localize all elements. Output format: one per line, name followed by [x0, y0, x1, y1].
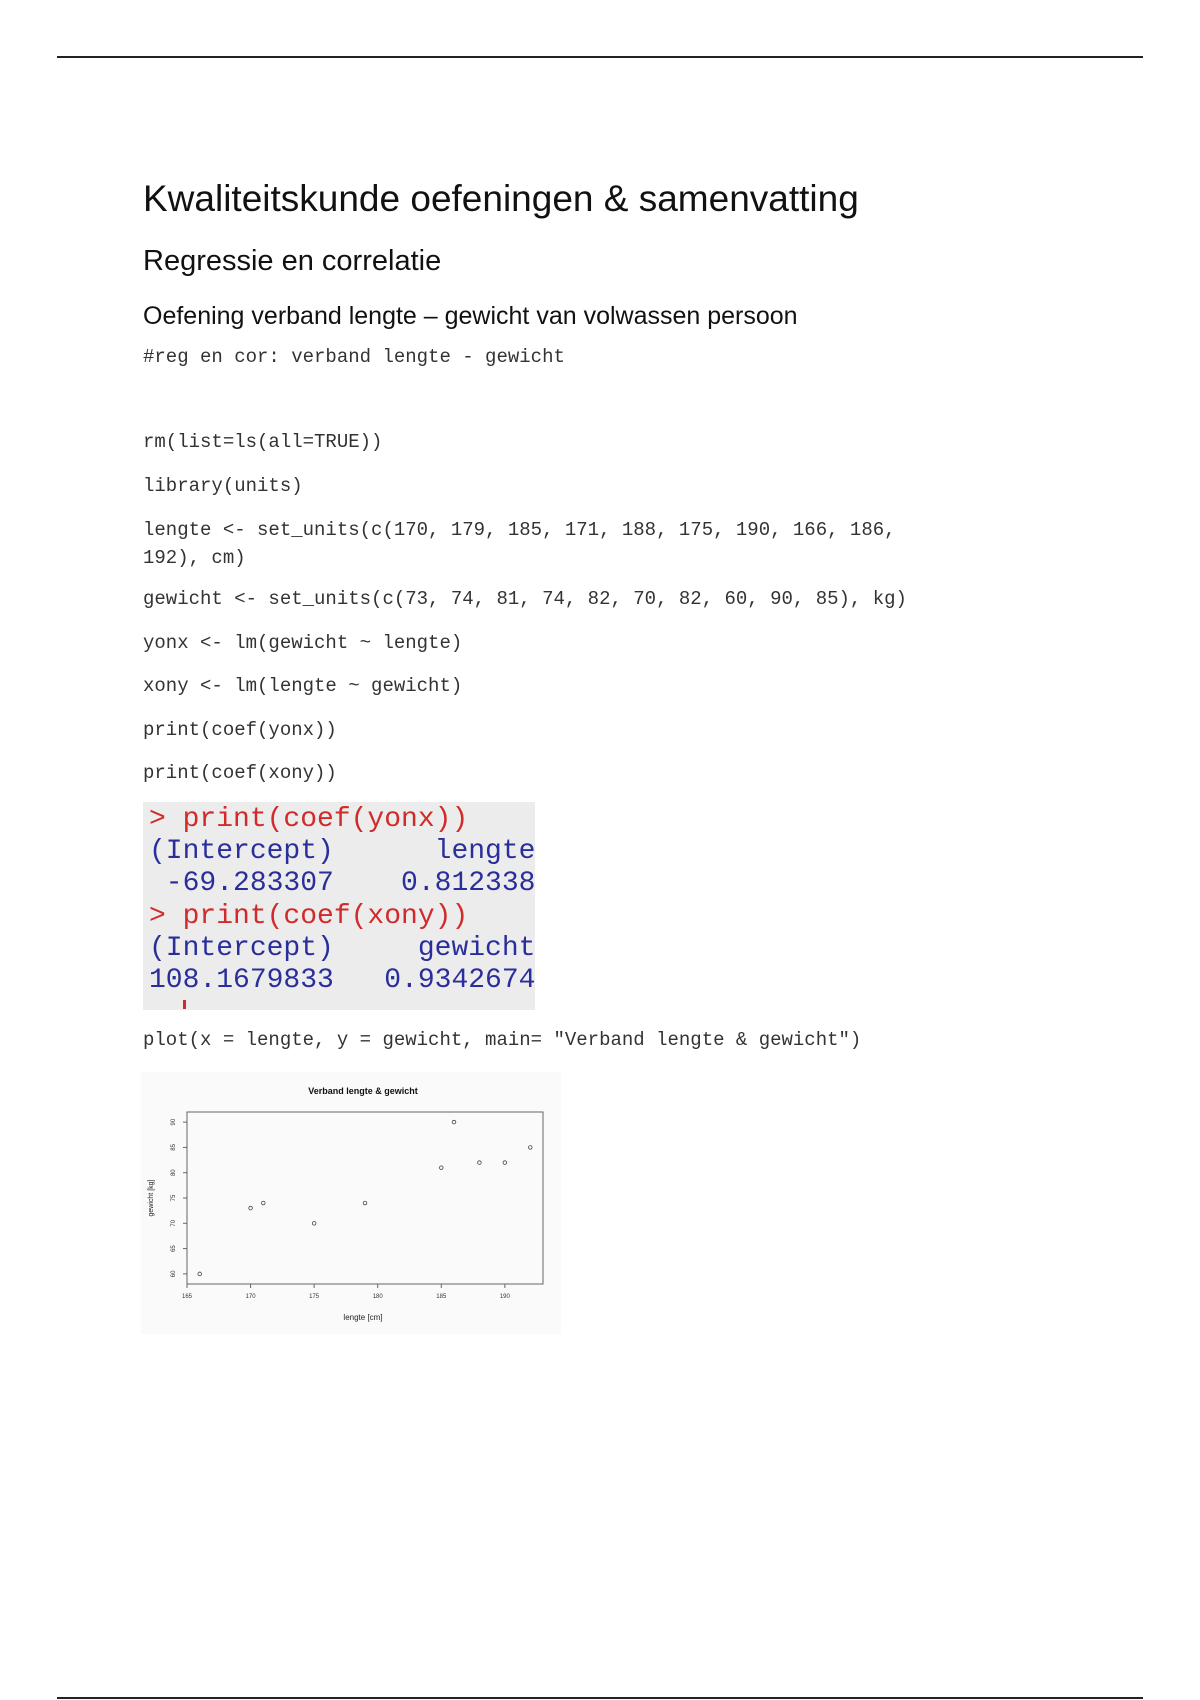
- footer-rule: [57, 1697, 1143, 1699]
- console-cmd-yonx: > print(coef(yonx)): [149, 804, 469, 835]
- x-tick-label-5: 190: [499, 1294, 510, 1300]
- y-tick-label-0: 60: [171, 1270, 177, 1278]
- console-header-xony: (Intercept) gewicht: [149, 933, 536, 964]
- code-comment: #reg en cor: verband lengte - gewicht: [143, 346, 565, 368]
- x-axis-ticks: [182, 1284, 511, 1300]
- data-point-3: [261, 1201, 265, 1205]
- y-axis-ticks: [171, 1118, 187, 1277]
- scatter-plot: [141, 1072, 561, 1334]
- y-tick-label-4: 80: [171, 1169, 177, 1177]
- data-points: [198, 1120, 532, 1275]
- data-point-1: [363, 1201, 367, 1205]
- y-tick-label-5: 85: [171, 1144, 177, 1151]
- data-point-0: [249, 1206, 253, 1210]
- code-line-print-yonx: print(coef(yonx)): [143, 719, 337, 741]
- scatter-plot-image: [141, 1072, 561, 1334]
- y-tick-label-6: 90: [171, 1118, 177, 1126]
- console-header-yonx: (Intercept) lengte: [149, 836, 536, 867]
- chart-title: Verband lengte & gewicht: [308, 1086, 418, 1096]
- code-line-plot: plot(x = lengte, y = gewicht, main= "Verband lengte & gewicht"): [143, 1029, 862, 1051]
- x-tick-label-1: 170: [245, 1294, 256, 1300]
- data-point-8: [452, 1120, 456, 1124]
- data-point-9: [528, 1146, 532, 1150]
- code-line-xony: xony <- lm(lengte ~ gewicht): [143, 675, 463, 697]
- x-axis-label: lengte [cm]: [343, 1313, 383, 1322]
- y-tick-label-1: 65: [171, 1245, 177, 1252]
- code-line-lengte: lengte <- set_units(c(170, 179, 185, 171, 188, 175, 190, 166, 186, 192), cm): [143, 519, 896, 569]
- r-console-output: [143, 802, 535, 1010]
- code-line-library: library(units): [143, 475, 303, 497]
- console-cursor: [183, 1000, 186, 1009]
- section-heading: Regressie en correlatie: [143, 245, 442, 277]
- data-point-6: [503, 1161, 507, 1165]
- console-values-xony: 108.1679833 0.9342674: [149, 965, 536, 996]
- y-tick-label-2: 70: [171, 1219, 177, 1227]
- data-point-4: [478, 1161, 482, 1165]
- data-point-5: [312, 1221, 316, 1225]
- plot-frame: [187, 1112, 543, 1284]
- code-line-yonx: yonx <- lm(gewicht ~ lengte): [143, 632, 463, 654]
- code-line-rm: rm(list=ls(all=TRUE)): [143, 431, 383, 453]
- y-tick-label-3: 75: [171, 1194, 177, 1202]
- y-axis-label: gewicht [kg]: [148, 1179, 155, 1217]
- document-title: Kwaliteitskunde oefeningen & samenvatting: [143, 178, 859, 219]
- x-tick-label-4: 185: [436, 1294, 447, 1300]
- console-values-yonx: -69.283307 0.812338: [149, 868, 536, 899]
- data-point-2: [439, 1166, 443, 1170]
- code-line-gewicht: gewicht <- set_units(c(73, 74, 81, 74, 82, 70, 82, 60, 90, 85), kg): [143, 588, 907, 610]
- x-tick-label-0: 165: [181, 1294, 193, 1300]
- x-tick-label-3: 180: [372, 1294, 383, 1300]
- x-tick-label-2: 175: [309, 1294, 320, 1300]
- subsection-heading: Oefening verband lengte – gewicht van volwassen persoon: [143, 302, 798, 330]
- header-rule: [57, 56, 1143, 58]
- code-line-print-xony: print(coef(xony)): [143, 762, 337, 784]
- data-point-7: [198, 1272, 202, 1276]
- console-cmd-xony: > print(coef(xony)): [149, 901, 469, 932]
